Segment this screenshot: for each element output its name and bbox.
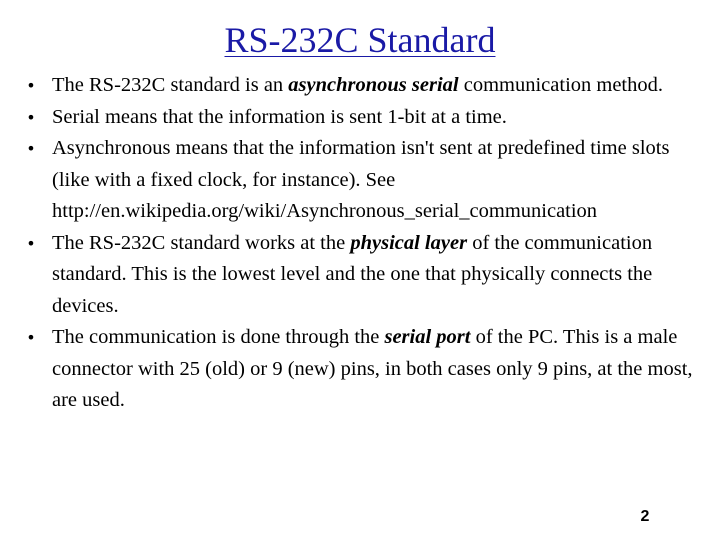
bullet-dot-icon: • (26, 328, 36, 347)
bullet-text: The RS-232C standard is an (52, 74, 289, 96)
bullet-item (24, 133, 704, 228)
bullet-item (24, 322, 704, 417)
bullet-item (24, 70, 704, 102)
bullet-text: Asynchronous means that the information isn't sent at predefined time slots (like with a fixed clock, for instance). See http://en.wikipedia.org/wiki/Asynchronous_serial_communication (52, 137, 670, 222)
bullet-text: communication method. (458, 74, 663, 96)
bullet-item (24, 102, 704, 134)
bullet-text: The RS-232C standard works at the (52, 231, 351, 254)
bullet-emphasis: physical layer (350, 231, 468, 254)
bullet-dot-icon: • (26, 139, 36, 158)
bullet-list (24, 70, 704, 417)
bullet-dot-icon: • (26, 107, 36, 127)
bullet-text: Serial means that the information is sent 1-bit at a time. (52, 105, 507, 128)
bullet-dot-icon: • (26, 233, 36, 253)
bullet-text: of the communication standard. This is the lowest level and the one that physically connects the devices. (52, 231, 653, 317)
bullet-emphasis: serial port (384, 326, 471, 348)
bullet-emphasis: asynchronous serial (288, 74, 459, 96)
bullet-text: The communication is done through the (52, 326, 385, 348)
bullet-text: of the PC. This is a male connector with 25 (old) or 9 (new) pins, in both cases only 9 pins, at the most, are used. (52, 326, 693, 411)
bullet-dot-icon: • (26, 76, 36, 95)
page-number: 2 (640, 508, 650, 525)
bullet-item (24, 228, 704, 323)
slide-title: RS-232C Standard (224, 20, 496, 60)
